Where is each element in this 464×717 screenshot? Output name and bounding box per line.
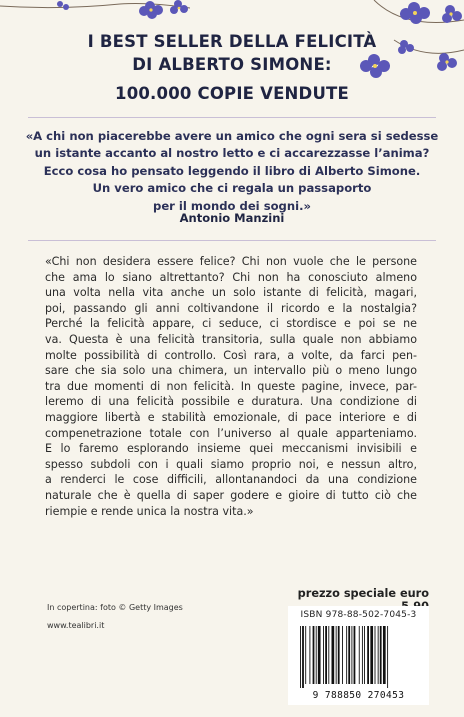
headline-sales: 100.000 COPIE VENDUTE	[115, 84, 349, 103]
quote-line: «A chi non piacerebbe avere un amico che ogni sera si sedesse	[25, 129, 439, 143]
blurb-line: va. Questa è una felicità transitoria, sulla quale non abbiamo	[45, 332, 417, 346]
price-label: prezzo speciale euro	[297, 587, 429, 600]
blurb-line: riempie e rende unica la nostra vita.»	[45, 504, 254, 518]
blurb-line: leremo di una felicità possibile e duratura. Una condizione di	[45, 395, 417, 409]
website-link[interactable]: www.tealibri.it	[47, 621, 105, 630]
blurb-line: compenetrazione totale con l’universo al quale apparteniamo.	[45, 426, 417, 440]
isbn-barcode-box	[288, 606, 429, 705]
blurb-line: naturale che è quella di saper godere e gioire di tutto ciò che	[45, 488, 417, 502]
divider-top	[28, 117, 436, 118]
cover-credit: In copertina: foto © Getty Images	[47, 603, 183, 612]
quote-line: Ecco cosa ho pensato leggendo il libro di Alberto Simone.	[43, 163, 421, 178]
divider-middle	[28, 240, 436, 241]
barcode-icon	[298, 626, 419, 688]
headline-title	[0, 30, 464, 76]
blurb-text	[45, 254, 417, 519]
blurb-line: molte possibilità di controllo. Così rara, a volte, da farci pen-	[45, 348, 417, 362]
blurb-line: E lo faremo esplorando insieme quei meccanismi invisibili e	[45, 442, 417, 456]
blurb-line: «Chi non desidera essere felice? Chi non vuole che le persone	[45, 255, 417, 268]
quote-author: Antonio Manzini	[179, 211, 285, 225]
blurb-line: sare che sia solo una chimera, un intervallo più o meno lungo	[45, 364, 417, 378]
blurb-line: una volta nella vita anche un solo istante di felicità, magari,	[45, 286, 417, 300]
blurb-line: Perché la felicità appare, ci seduce, ci stordisce e poi se ne	[45, 317, 417, 331]
blurb-line: a renderci le cose difficili, allontanandoci da una condizione	[45, 473, 417, 487]
blurb-line: maggiore libertà e stabilità emozionale, di pace interiore e di	[45, 410, 417, 424]
barcode-digits: 9 788850 270453	[312, 690, 405, 701]
headline-line-2: DI ALBERTO SIMONE:	[132, 55, 332, 74]
flower-decoration-left	[0, 0, 190, 26]
quote-line: un istante accanto al nostro letto e ci accarezzasse l’anima?	[34, 146, 430, 161]
blurb-line: spesso subdoli con i quali siamo proprio noi, e nessun altro,	[45, 457, 417, 471]
blurb-line: poi, passando gli anni coltivandone il ricordo e la nostalgia?	[45, 301, 417, 315]
blurb-line: che ama lo siano altrettanto? Chi non ha conosciuto almeno	[45, 270, 417, 284]
quote-line: Un vero amico che ci regala un passaporto	[92, 181, 372, 196]
isbn-number: ISBN 978-88-502-7045-3	[300, 610, 417, 620]
blurb-line: tra due momenti di non felicità. In queste pagine, invece, par-	[45, 379, 417, 393]
headline-line-1: I BEST SELLER DELLA FELICITÀ	[87, 32, 377, 51]
quote-line: per il mondo dei sogni.»	[153, 198, 311, 213]
testimonial-quote	[24, 128, 440, 215]
